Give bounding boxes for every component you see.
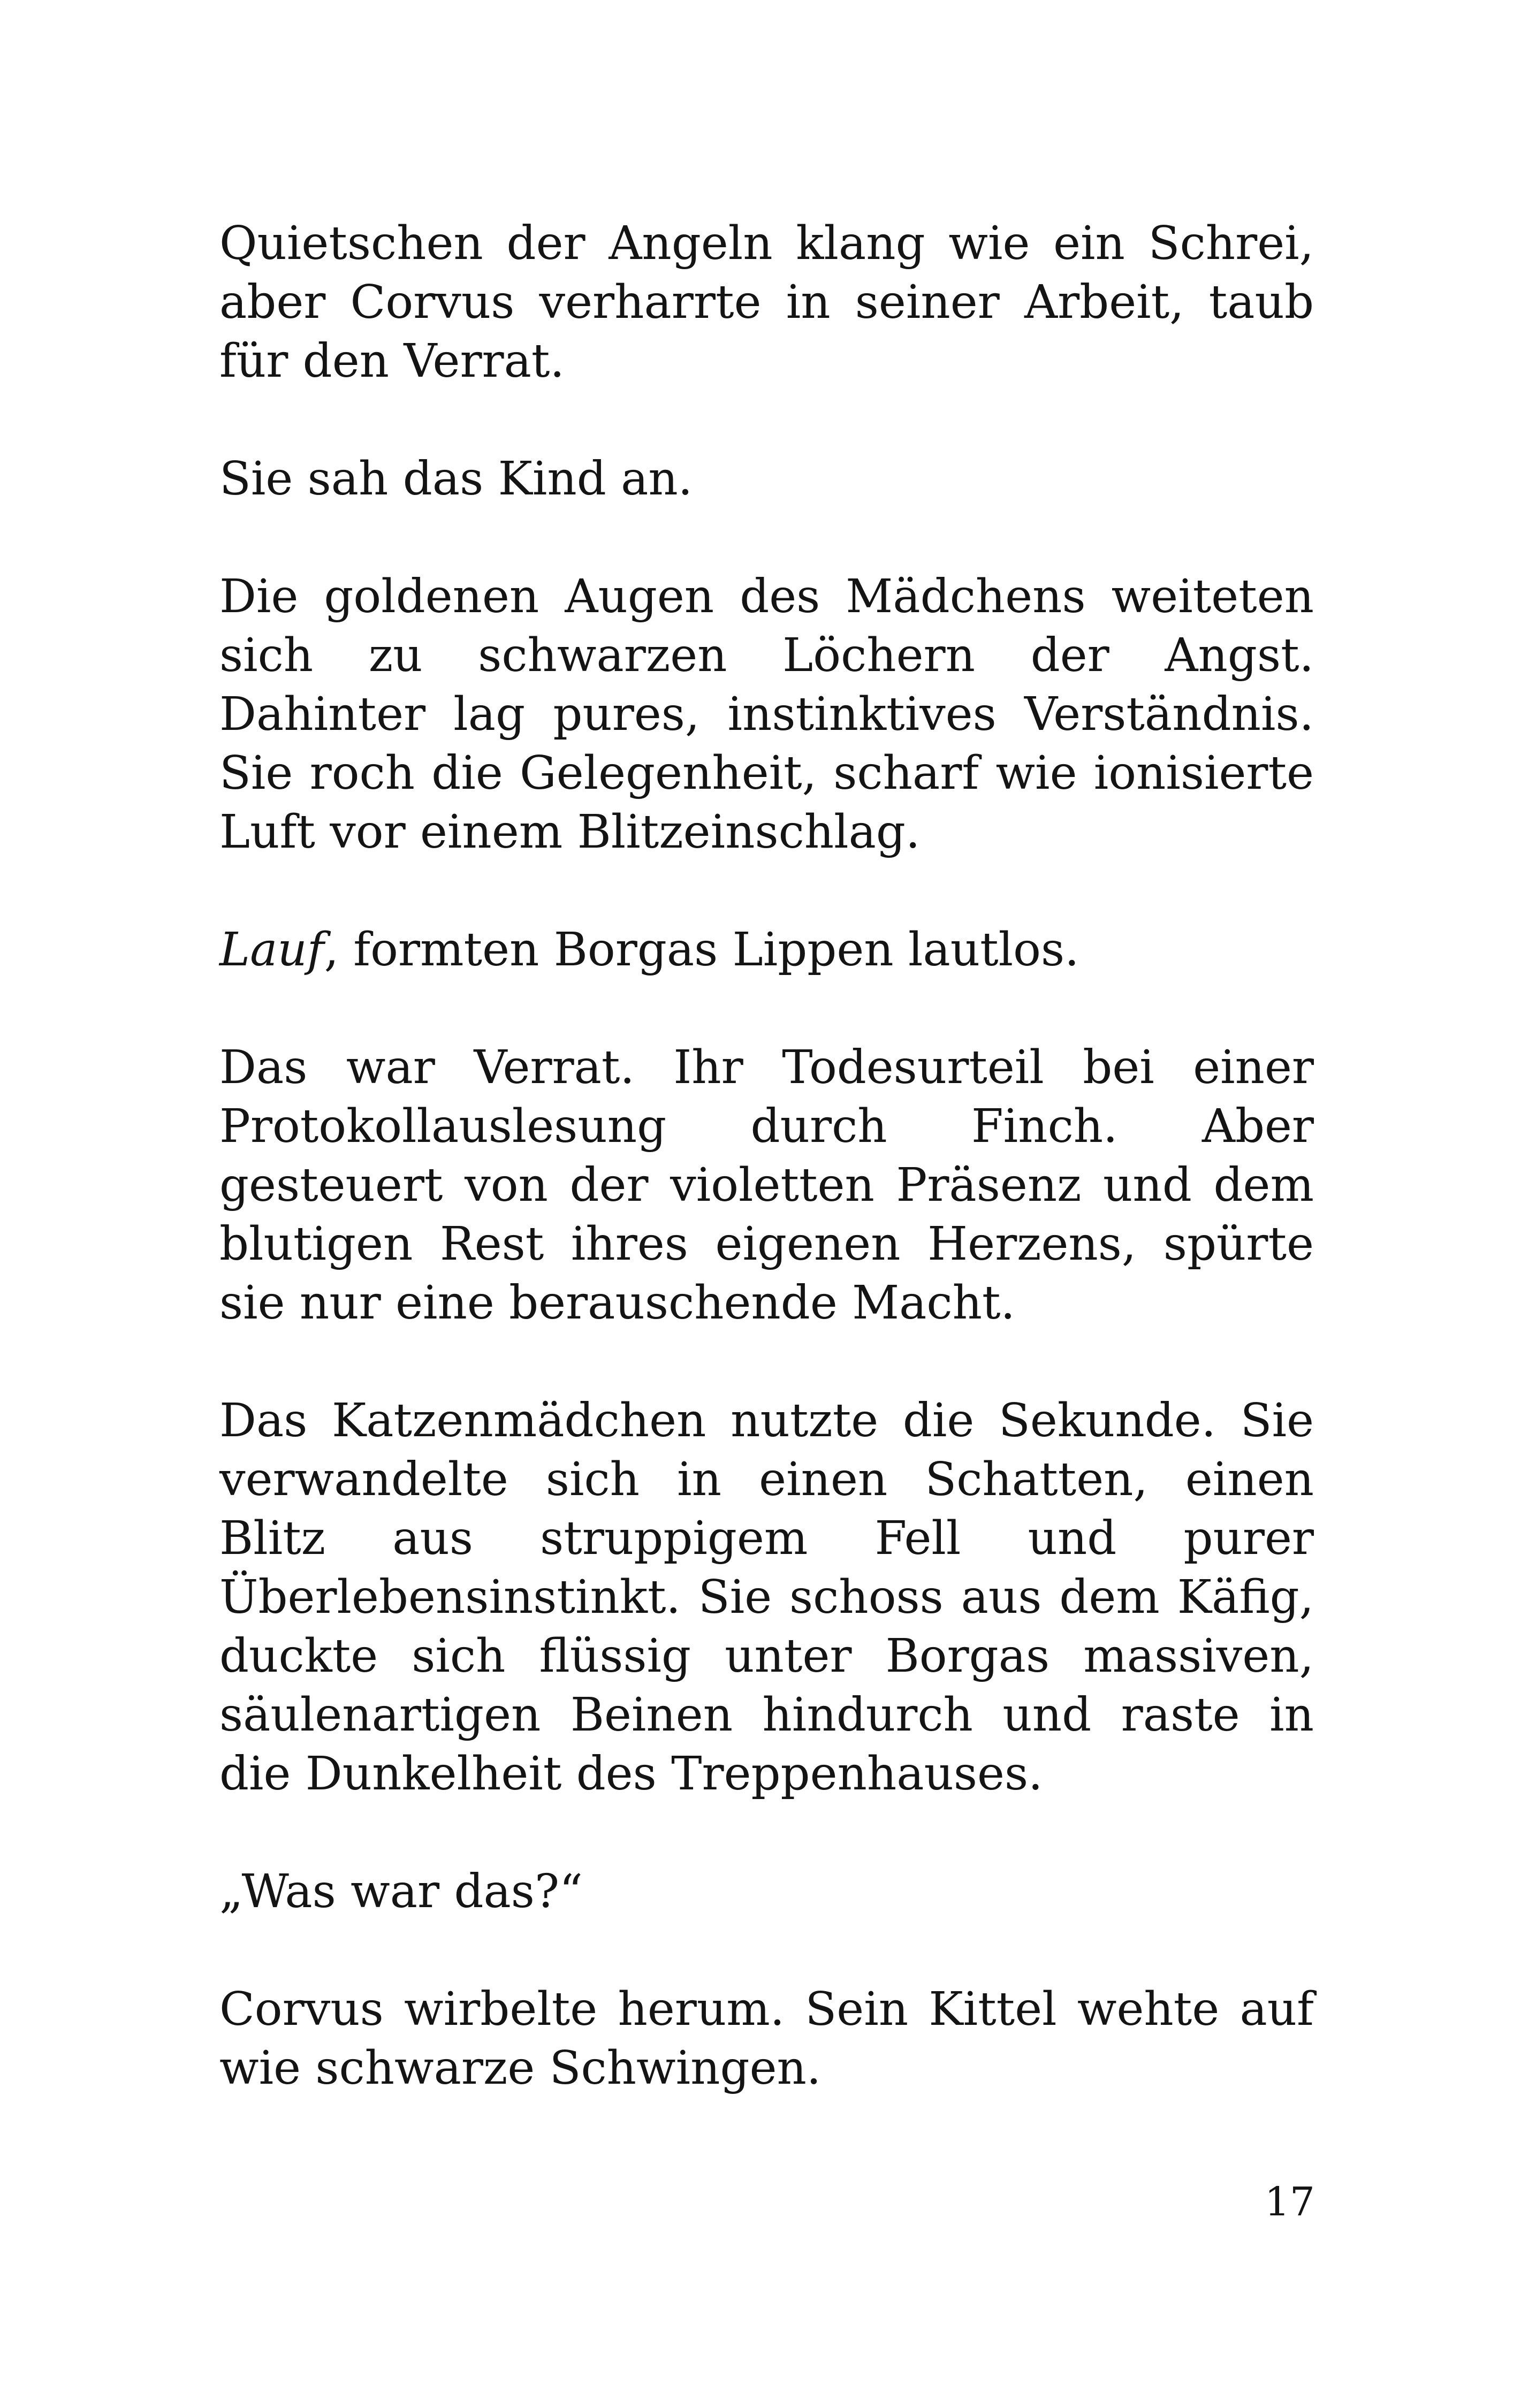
paragraph-2: Sie sah das Kind an.	[219, 452, 693, 506]
body-text	[219, 214, 1314, 2156]
paragraph-3: Die goldenen Augen des Mädchens weiteten sich zu schwarzen Löchern der Angst. Dahinter lag pures, instinktives Verständnis. Sie roch die Gelegenheit, scharf wie ionisierte Luft vor einem Blitzeinschlag.	[219, 570, 1314, 859]
paragraph-6: Das Katzenmädchen nutzte die Sekunde. Sie verwandelte sich in einen Schatten, einen Blitz aus struppigem Fell und purer Überlebensinstinkt. Sie schoss aus dem Käfig, duckte sich flüssig unter Borgas massiven, säulenartigen Beinen hindurch und raste in die Dunkelheit des Treppenhauses.	[219, 1394, 1314, 1801]
paragraph-4	[219, 920, 1314, 979]
paragraph-1: Quietschen der Angeln klang wie ein Schrei, aber Corvus verharrte in seiner Arbeit, taub für den Verrat.	[219, 217, 1314, 388]
paragraph-7: „Was war das?“	[219, 1865, 583, 1918]
paragraph-5: Das war Verrat. Ihr Todesurteil bei einer Protokollauslesung durch Finch. Aber gesteuert von der violetten Präsenz und dem blutigen Rest ihres eigenen Herzens, spürte sie nur eine berauschende Macht.	[219, 1041, 1314, 1330]
paragraph-8: Corvus wirbelte herum. Sein Kittel wehte auf wie schwarze Schwingen.	[219, 1983, 1314, 2095]
italic-word: Lauf	[219, 923, 324, 977]
paragraph-4-text: , formten Borgas Lippen lautlos.	[324, 923, 1079, 977]
page-number: 17	[1264, 2179, 1315, 2225]
